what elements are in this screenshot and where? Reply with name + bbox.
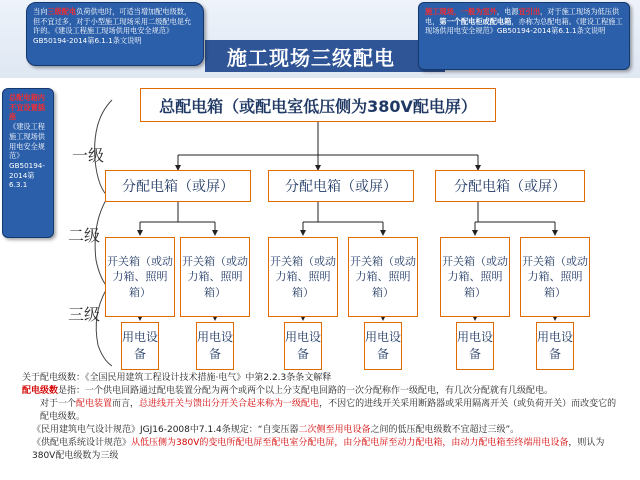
callout-text: ，对于施工现场为低压供电， bbox=[425, 7, 620, 26]
note-line: 《供配电系统设计规范》从低压侧为380V的变电所配电屏至配电室分配电屏，由分配电屏至动力配电箱，由动力配电箱至终端用电设备，则认为380V配电级数为三级 bbox=[32, 438, 605, 462]
electrical-equipment: 用电设备 bbox=[121, 322, 159, 370]
callout-text: 《建设工程施工现场供用电安全规范》GB50194-2014第6.3.1 bbox=[9, 122, 45, 190]
switch-box: 开关箱（或动力箱、照明箱） bbox=[268, 237, 338, 317]
sub-distribution-box: 分配电箱（或屏） bbox=[435, 170, 585, 202]
note-line: 关于配电级数：《全国民用建筑工程设计技术措施·电气》中第2.2.3条条文解释 bbox=[22, 373, 332, 383]
level-label-3: 三级 bbox=[68, 305, 101, 324]
callout-text: 当向 bbox=[33, 7, 48, 16]
explanatory-notes bbox=[22, 372, 622, 463]
level-label-2: 二级 bbox=[68, 226, 101, 245]
note-line: 对于一个配电装置而言，总进线开关与馈出分开关合起来称为一级配电，不因它的进线开关采用断路器或采用隔离开关（或负荷开关）而改变它的配电级数。 bbox=[40, 399, 617, 423]
switch-box: 开关箱（或动力箱、照明箱） bbox=[348, 237, 418, 317]
main-distribution-box: 总配电箱（或配电室低压侧为380V配电屏） bbox=[140, 88, 496, 122]
callout-highlight: 三级配电 bbox=[47, 7, 77, 16]
callout-bold: 第一个配电柜或配电箱 bbox=[439, 16, 512, 26]
page-title-text: 施工现场三级配电 bbox=[227, 45, 395, 70]
switch-box: 开关箱（或动力箱、照明箱） bbox=[105, 237, 175, 317]
electrical-equipment: 用电设备 bbox=[196, 322, 234, 370]
note-line: 配电级数是指：一个供电回路通过配电装置分配为两个或两个以上分支配电回路的一次分配称作一级配电，有几次分配就有几级配电。 bbox=[22, 386, 554, 397]
sub-distribution-box: 分配电箱（或屏） bbox=[105, 170, 251, 202]
level-label-1: 一级 bbox=[72, 146, 105, 165]
callout-highlight: 宜引出 bbox=[518, 7, 541, 16]
callout-text: ，电源 bbox=[496, 7, 519, 16]
callout-highlight: 施工现场，一般为室外 bbox=[425, 7, 497, 16]
switch-box: 开关箱（或动力箱、照明箱） bbox=[180, 237, 250, 317]
electrical-equipment: 用电设备 bbox=[364, 322, 402, 370]
callout-text: ，亦称为总配电箱。《建设工程施工现场供用电安全规范》GB50194-2014第6.1.1条文说明 bbox=[425, 16, 623, 36]
note-line: 《民用建筑电气设计规范》JGJ16-2008中7.1.4条规定：“自变压器二次侧至用电设备之间的低压配电级数不宜超过三级”。 bbox=[32, 425, 520, 436]
electrical-equipment: 用电设备 bbox=[456, 322, 494, 370]
callout-highlight: 总配电箱内不宜设置插座 bbox=[9, 93, 45, 122]
switch-box: 开关箱（或动力箱、照明箱） bbox=[440, 237, 510, 317]
electrical-equipment: 用电设备 bbox=[536, 322, 574, 370]
callout-text: 负荷供电时，可适当增加配电级数，但不宜过多，对于小型施工现场采用二级配电是允许的。《建设工程施工现场供用电安全规范》GB50194-2014第6.1.1条文说明 bbox=[33, 7, 192, 46]
switch-box: 开关箱（或动力箱、照明箱） bbox=[520, 237, 590, 317]
sub-distribution-box: 分配电箱（或屏） bbox=[268, 170, 414, 202]
electrical-equipment: 用电设备 bbox=[284, 322, 322, 370]
